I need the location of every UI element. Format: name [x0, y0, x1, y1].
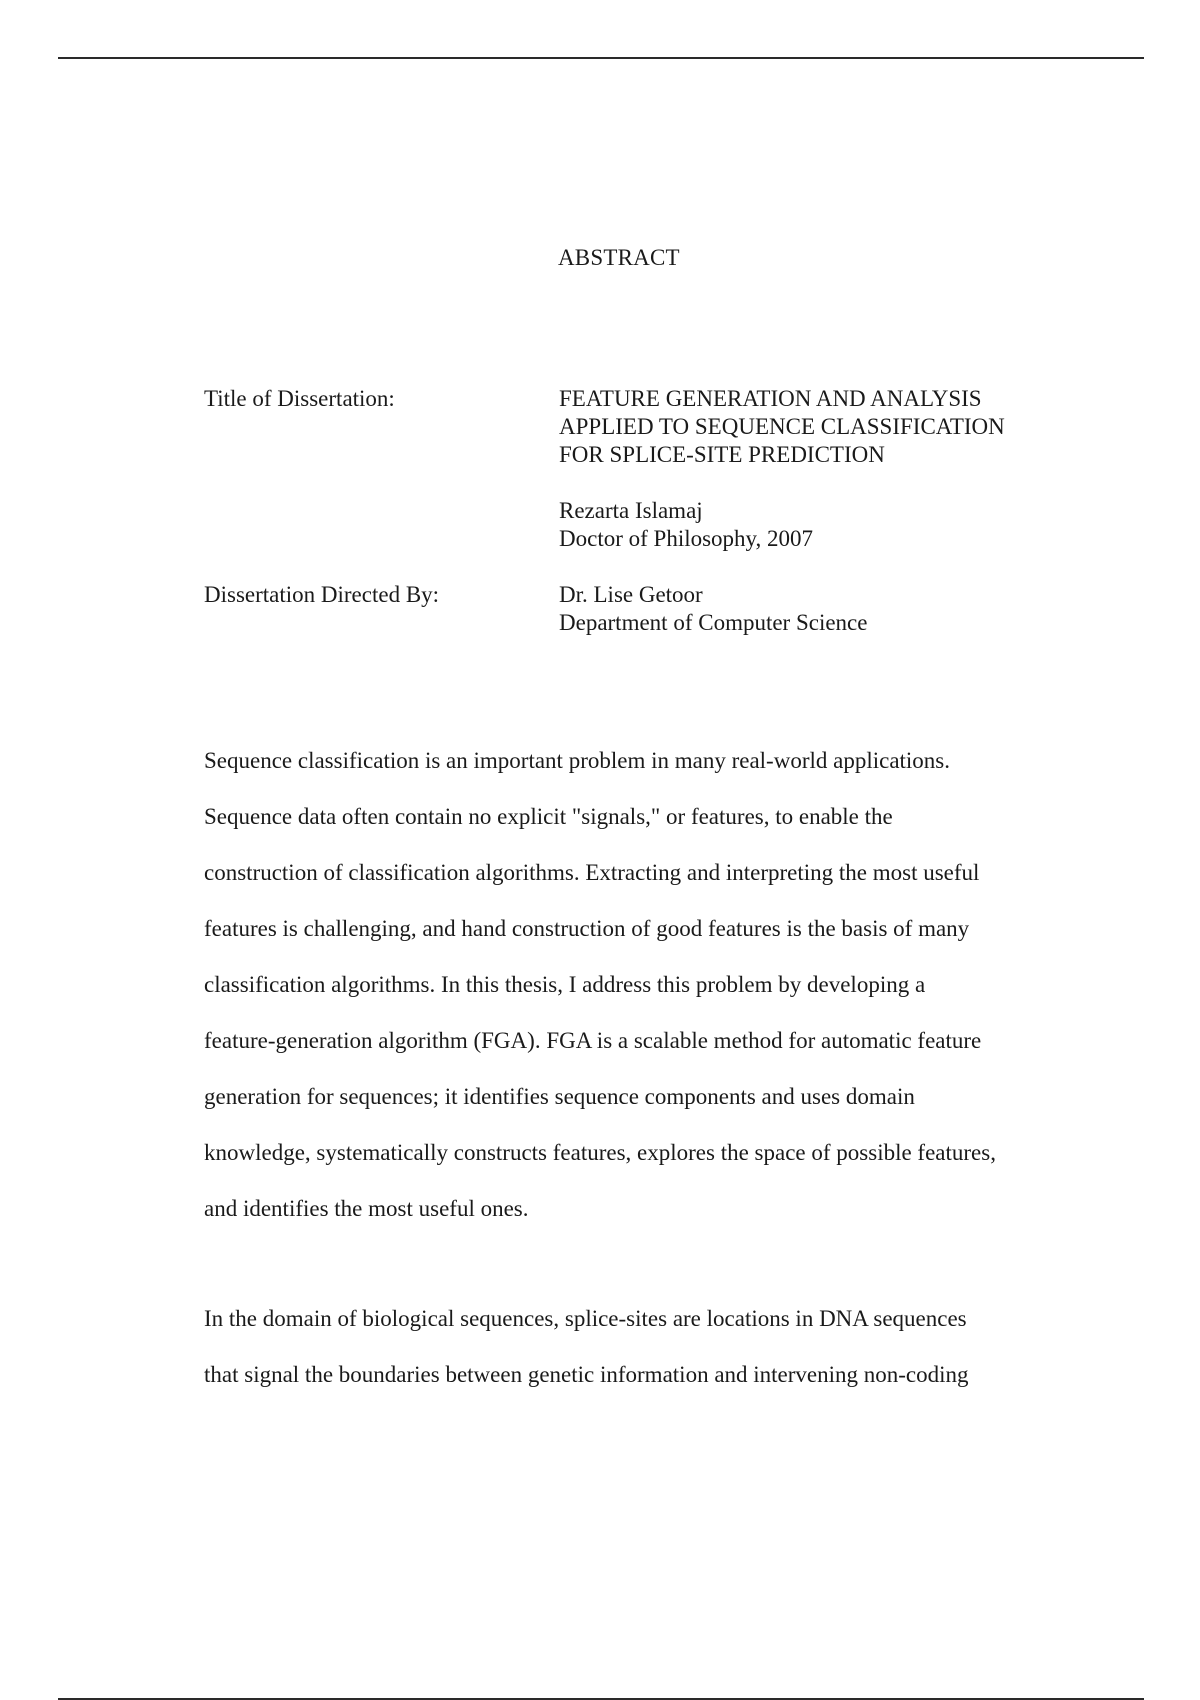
paragraph-line: features is challenging, and hand construction of good features is the basis of many [204, 916, 970, 941]
department-name: Department of Computer Science [559, 610, 868, 635]
paragraph-line: construction of classification algorithms. Extracting and interpreting the most useful [204, 860, 980, 885]
paragraph-line: knowledge, systematically constructs features, explores the space of possible features, [204, 1140, 996, 1165]
author-block [559, 497, 813, 553]
abstract-heading: ABSTRACT [558, 245, 680, 270]
dissertation-title [559, 385, 1005, 469]
author-name: Rezarta Islamaj [559, 498, 703, 523]
title-line: APPLIED TO SEQUENCE CLASSIFICATION [559, 414, 1005, 439]
degree-year: Doctor of Philosophy, 2007 [559, 526, 814, 551]
abstract-paragraph-2 [204, 1305, 969, 1417]
top-rule [58, 57, 1144, 59]
director-label: Dissertation Directed By: [204, 582, 440, 607]
paragraph-line: In the domain of biological sequences, splice-sites are locations in DNA sequences [204, 1306, 967, 1331]
abstract-paragraph-1 [204, 747, 996, 1251]
title-line: FEATURE GENERATION AND ANALYSIS [559, 386, 982, 411]
paragraph-line: Sequence data often contain no explicit "signals," or features, to enable the [204, 804, 893, 829]
paragraph-line: Sequence classification is an important problem in many real-world applications. [204, 748, 951, 773]
director-name: Dr. Lise Getoor [559, 582, 703, 607]
director-block [559, 581, 867, 637]
title-line: FOR SPLICE-SITE PREDICTION [559, 442, 885, 467]
paragraph-line: generation for sequences; it identifies sequence components and uses domain [204, 1084, 915, 1109]
paragraph-line: and identifies the most useful ones. [204, 1196, 529, 1221]
paragraph-line: feature-generation algorithm (FGA). FGA is a scalable method for automatic feature [204, 1028, 982, 1053]
paragraph-line: that signal the boundaries between genetic information and intervening non-coding [204, 1362, 969, 1387]
paragraph-line: classification algorithms. In this thesis, I address this problem by developing a [204, 972, 926, 997]
title-label: Title of Dissertation: [204, 386, 395, 411]
